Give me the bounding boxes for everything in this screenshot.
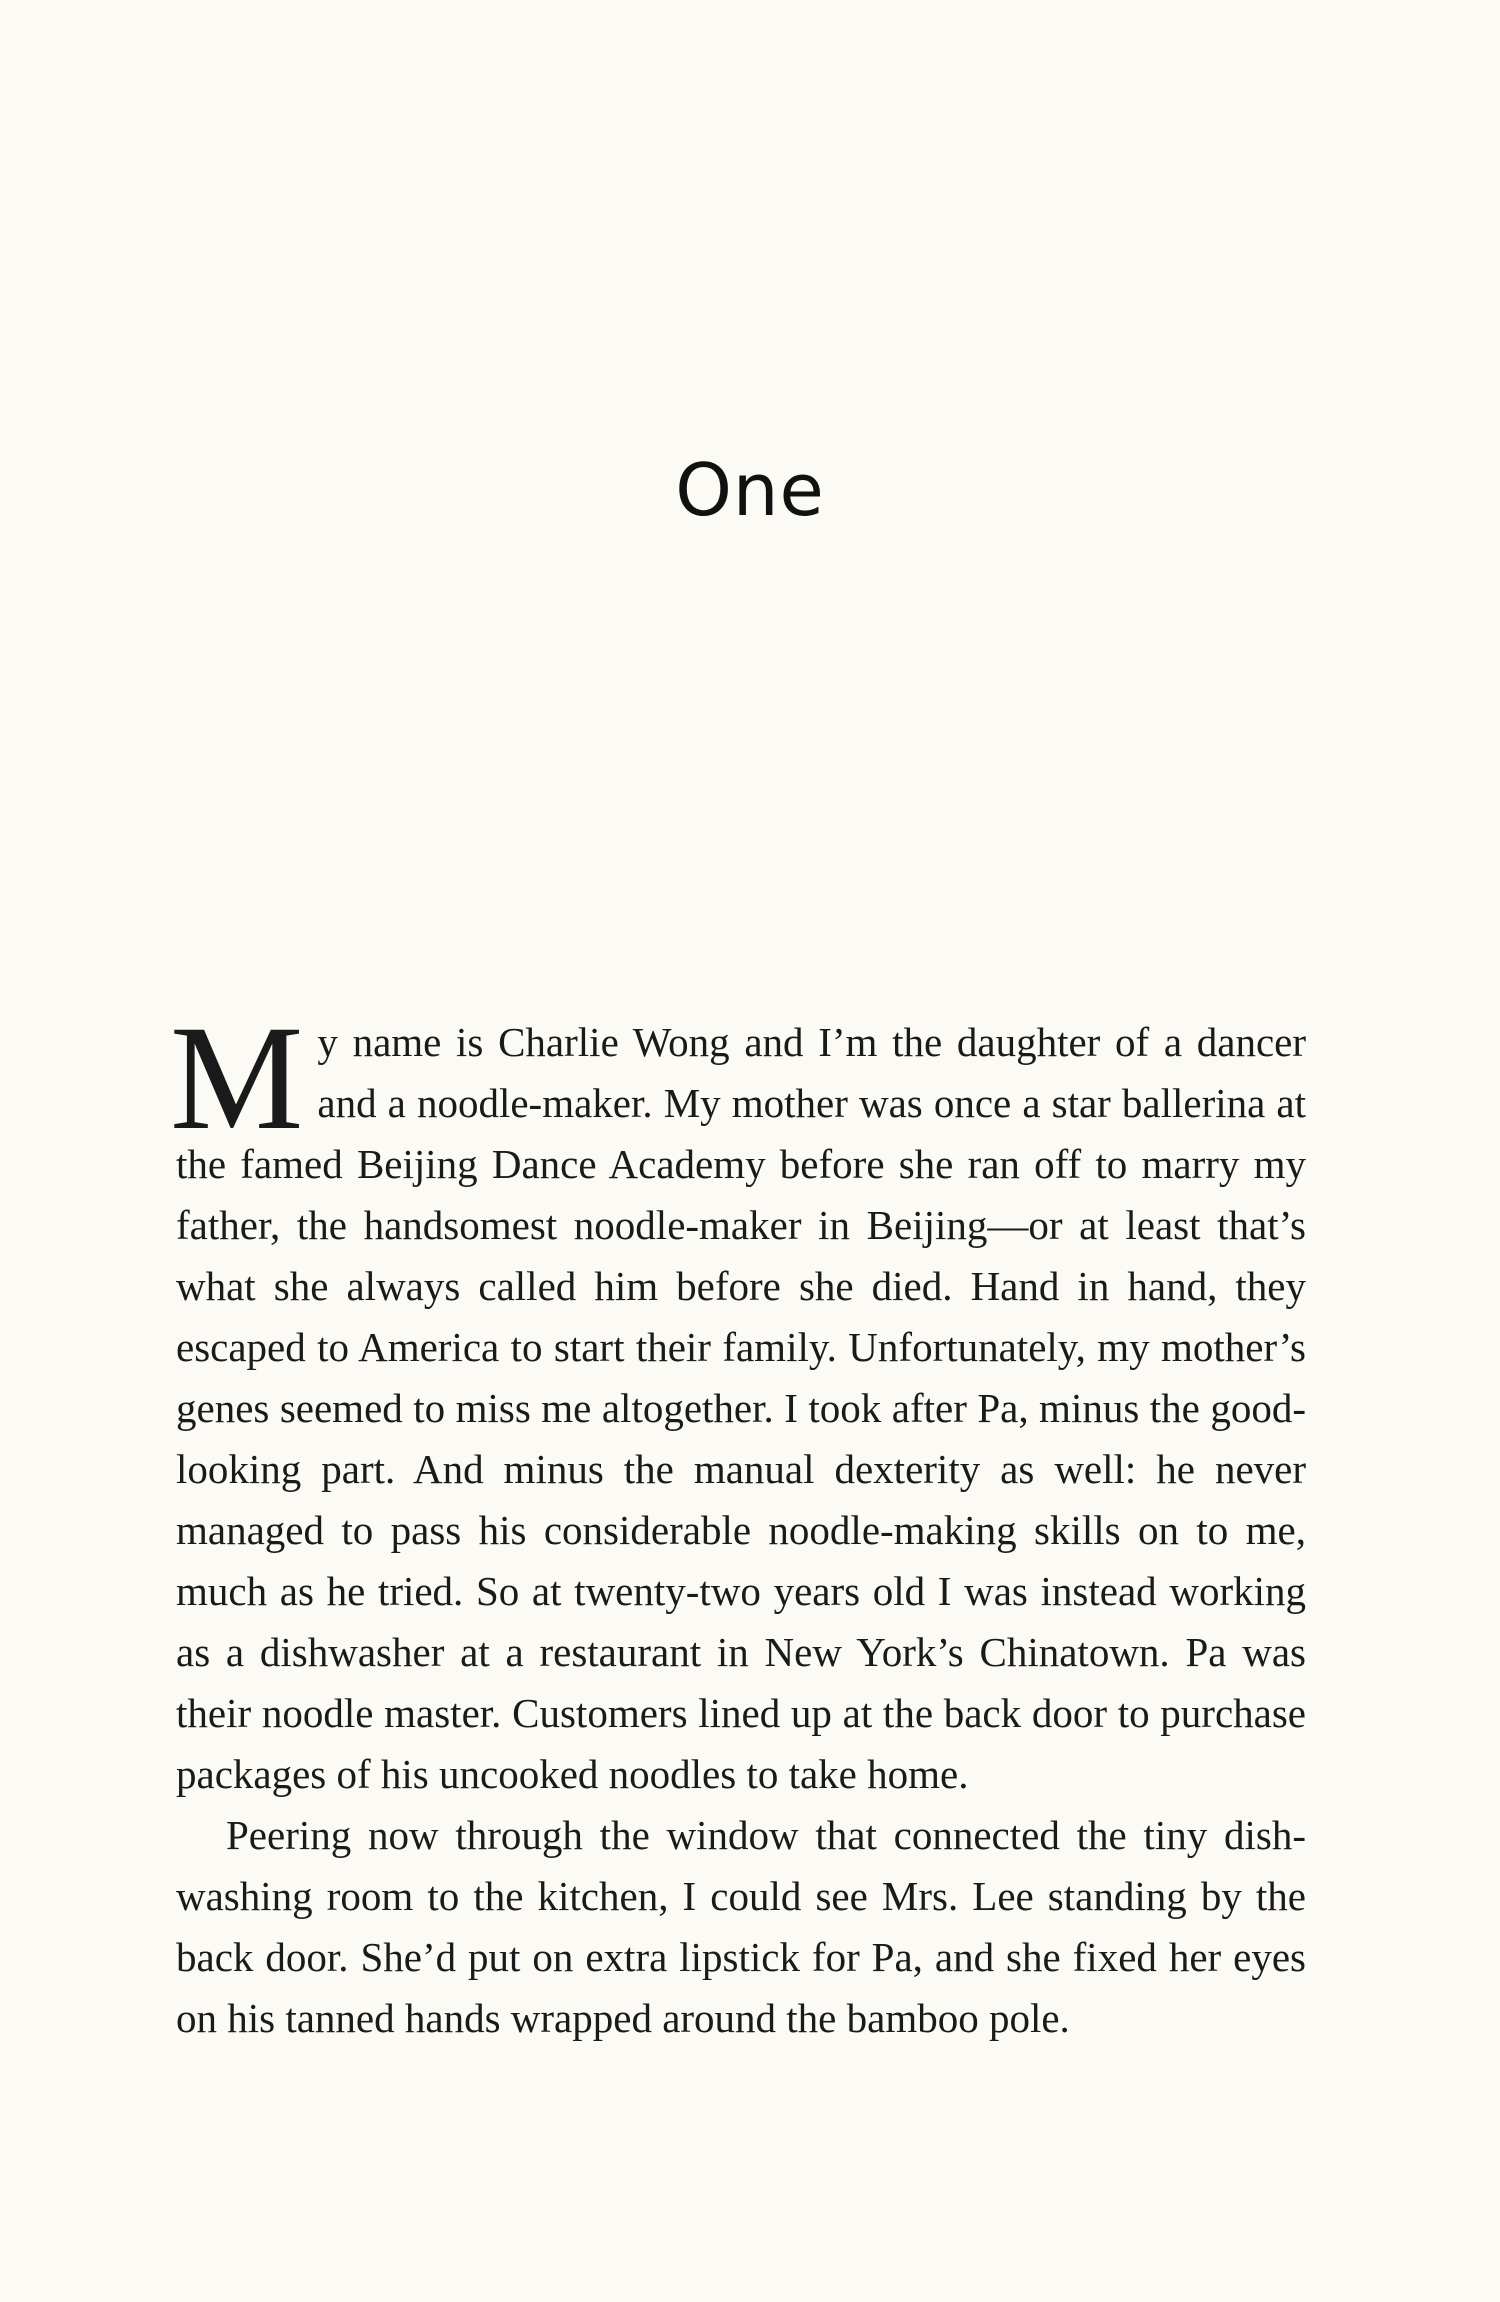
chapter-title: One [675, 448, 825, 532]
paragraph-1 [170, 995, 1306, 1805]
paragraph-1-text: y name is Charlie Wong and I’m the daughter of a dancer and a noodle-maker. My mother was once a star ballerina at the famed Beijing Dance Academy before she ran off to marry my father, the handsomest noodle-maker in Beijing—or at least that’s what she always called him before she died. Hand in hand, they escaped to America to start their family. Unfortunately, my mother’s genes seemed to miss me altogether. I took after Pa, minus the good-looking part. And minus the manual dexterity as well: he never managed to pass his considerable noodle-making skills on to me, much as he tried. So at twenty-two years old I was instead working as a dishwasher at a restaurant in New York’s Chinatown. Pa was their noodle master. Customers lined up at the back door to purchase packages of his uncooked noodles to take home. [176, 1019, 1306, 1797]
drop-cap: M [170, 995, 304, 1161]
chapter-body [170, 995, 1306, 2049]
paragraph-2: Peering now through the window that connected the tiny dishwashing room to the kitchen, I could see Mrs. Lee standing by the back door. She’d put on extra lipstick for Pa, and she fixed her eyes on his tanned hands wrapped around the bamboo pole. [176, 1812, 1306, 2041]
